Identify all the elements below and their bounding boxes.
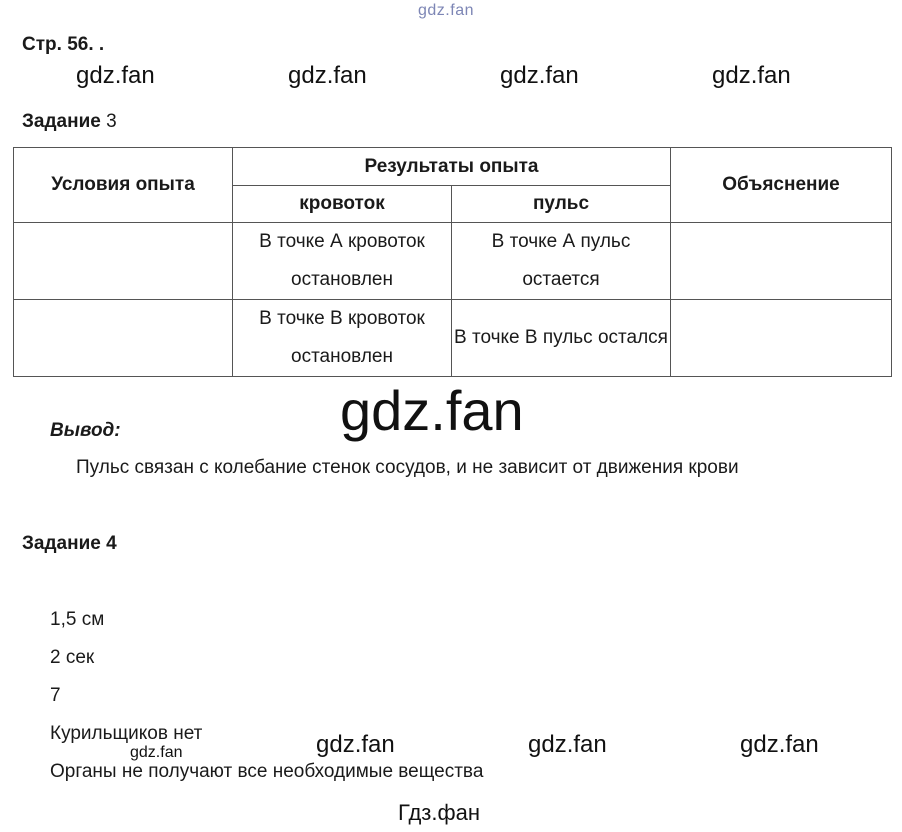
header-conditions: Условия опыта xyxy=(14,148,233,223)
footer-watermark: Гдз.фан xyxy=(398,800,480,825)
cell-conditions xyxy=(14,223,233,300)
header-bloodflow: кровоток xyxy=(233,186,452,223)
cell-pulse: В точке В пульс остался xyxy=(452,300,671,377)
watermark: gdz.fan xyxy=(712,62,791,89)
watermark-small: gdz.fan xyxy=(130,744,183,761)
conclusion-label: Вывод: xyxy=(50,420,121,441)
cell-explanation xyxy=(671,223,892,300)
page-label: Стр. 56. . xyxy=(22,34,105,55)
conclusion-text: Пульс связан с колебание стенок сосудов, и не зависит от движения крови xyxy=(76,457,739,478)
experiment-table xyxy=(13,147,892,377)
watermark: gdz.fan xyxy=(500,62,579,89)
cell-pulse: В точке А пульс остается xyxy=(452,223,671,300)
watermark: gdz.fan xyxy=(316,731,395,758)
table-row xyxy=(14,300,892,377)
watermark: gdz.fan xyxy=(740,731,819,758)
cell-conditions xyxy=(14,300,233,377)
answer-line: 1,5 см xyxy=(50,609,105,630)
task-4-heading: Задание 4 xyxy=(22,533,117,554)
task-3-label: Задание xyxy=(22,111,101,132)
header-pulse: пульс xyxy=(452,186,671,223)
answer-line: 2 сек xyxy=(50,647,95,668)
task-3-number: 3 xyxy=(106,111,117,132)
answer-line: 7 xyxy=(50,685,61,706)
watermark: gdz.fan xyxy=(528,731,607,758)
watermark: gdz.fan xyxy=(288,62,367,89)
header-results: Результаты опыта xyxy=(233,148,671,186)
watermark-top: gdz.fan xyxy=(418,2,474,19)
table-row xyxy=(14,223,892,300)
watermark: gdz.fan xyxy=(76,62,155,89)
cell-bloodflow: В точке А кровоток остановлен xyxy=(233,223,452,300)
cell-explanation xyxy=(671,300,892,377)
watermark-large: gdz.fan xyxy=(340,379,524,442)
cell-bloodflow: В точке В кровоток остановлен xyxy=(233,300,452,377)
answer-line: Органы не получают все необходимые вещества xyxy=(50,761,484,782)
header-explanation: Объяснение xyxy=(671,148,892,223)
answer-line: Курильщиков нет xyxy=(50,723,203,744)
task-3-heading xyxy=(22,111,117,133)
